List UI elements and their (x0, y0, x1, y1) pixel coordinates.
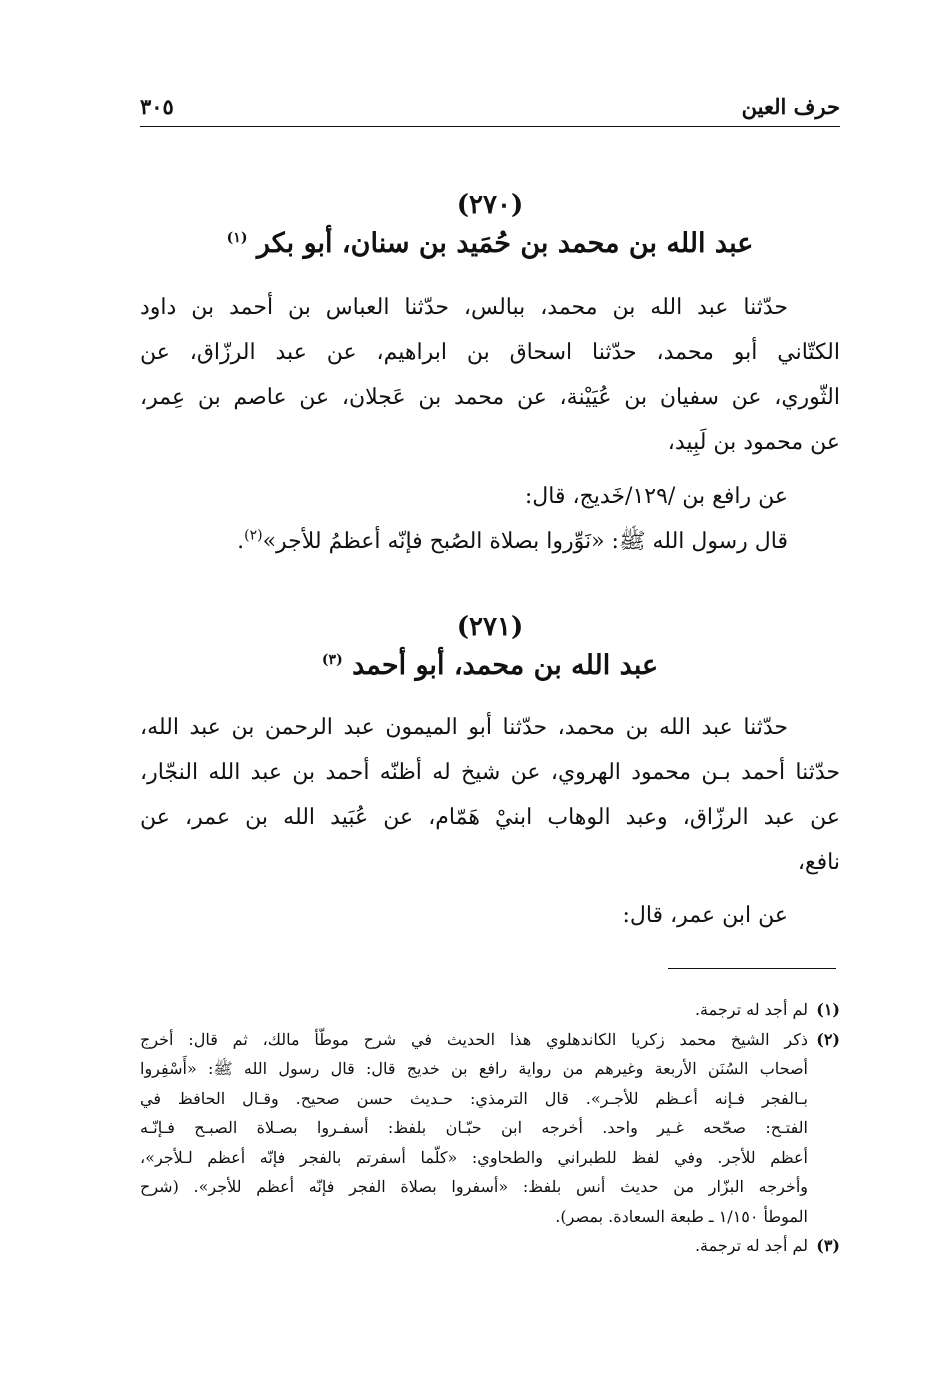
footnote-mark: (٣) (816, 1236, 840, 1255)
isnad-line: عن عبد الرزّاق، وعبد الوهاب ابنيْ هَمّام، عن عُبَيد الله بن عمر، عن (140, 805, 840, 830)
footnote (140, 1025, 840, 1232)
matn-line: عن ابن عمر، قال: (622, 903, 788, 928)
isnad-paragraph (140, 285, 840, 465)
footnote-mark: (١) (816, 1000, 840, 1019)
footnote (140, 995, 840, 1025)
isnad-line: عن محمود بن لَبِيد، (667, 430, 840, 455)
footnote-line: لم أجد له ترجمة. (694, 1236, 808, 1255)
matn-line: قال رسول الله ﷺ: «نَوِّروا بصلاة الصُبح فإنّه أعظمُ للأجر»$^{(٢)}$. (237, 527, 788, 554)
entry-title (140, 228, 840, 259)
isnad-line: الكتّاني أبو محمد، حدّثنا اسحاق بن ابراهيم، عن عبد الرزّاق، عن (140, 340, 840, 365)
entry-title-text: عبد الله بن محمد بن حُمَيد بن سنان، أبو بكر (256, 228, 754, 259)
matn-text: قال رسول الله ﷺ: «نَوِّروا بصلاة الصُبح فإنّه أعظمُ للأجر» (262, 529, 788, 554)
footnote-ref: (٣) (321, 652, 343, 668)
isnad-line: نافع، (797, 850, 840, 875)
footnote-line: أصحاب السُنَن الأربعة وغيرهم من رواية رافع بن خديج قال: قال رسول الله ﷺ: «أَسْفِروا (140, 1059, 808, 1078)
matn-paragraph (140, 474, 840, 564)
footnote (140, 1231, 840, 1261)
footnote-line: ذكر الشيخ محمد زكريا الكاندهلوي هذا الحديث في شرح موطّأ مالك، ثم قال: أخرج (140, 1029, 808, 1049)
matn-paragraph (140, 893, 840, 938)
entry-number: (٢٧١) (456, 612, 524, 642)
entry-title (140, 650, 840, 681)
running-header (140, 92, 840, 127)
footnote-line: الفتـح: صحّحه غـير واحد. أخرجه ابن حبّـان بلفظ: أسفـروا بصـلاة الصبـح فـإنّـه (140, 1118, 808, 1137)
footnote-line: وأخرجه البزّار من حديث أنس بلفظ: «أسفروا بصلاة الفجر فإنّه أعظم للأجر». (شرح (140, 1177, 808, 1196)
footnote-separator (668, 968, 836, 969)
footnote-line: لم أجد له ترجمة. (694, 1000, 808, 1019)
footnote-line: بـالفجر فـإنه أعـظم للأجـر». قال الترمذي: حـديث حسن صحيح. وقـال الحافظ في (140, 1088, 808, 1108)
matn-line: عن رافع بن /١٢٩/خَديج، قال: (524, 484, 788, 509)
isnad-line: حدّثنا عبد الله بن محمد، ببالس، حدّثنا العباس بن أحمد بن داود (140, 295, 788, 320)
isnad-paragraph (140, 705, 840, 885)
isnad-line: حدّثنا أحمد بـن محمود الهروي، عن شيخ له أظنّه أحمد بن عبد الله النجّار، (140, 760, 840, 785)
page-number: ٣٠٥ (140, 94, 174, 119)
entry-title-text: عبد الله بن محمد، أبو أحمد (352, 650, 659, 681)
section-title: حرف العين (741, 94, 840, 119)
isnad-line: حدّثنا عبد الله بن محمد، حدّثنا أبو الميمون عبد الرحمن بن عبد الله، (140, 715, 788, 740)
entry-number: (٢٧٠) (456, 190, 524, 220)
isnad-line: الثّوري، عن سفيان بن عُيَيْنة، عن محمد بن عَجلان، عن عاصم بن عِمر، (140, 385, 840, 410)
footnote-ref: (٢) (244, 527, 263, 544)
footnote-line: أعظم للأجر. وفي لفظ للطبراني والطحاوي: «كلّما أسفرتم بالفجر فإنّه أعظم لـلأجر»، (140, 1147, 808, 1167)
footnote-mark: (٢) (816, 1029, 840, 1049)
footnote-ref: (١) (226, 230, 248, 246)
footnote-line: الموطأ ١/١٥٠ ـ طبعة السعادة. بمصر). (555, 1206, 808, 1226)
footnotes (140, 995, 840, 1261)
